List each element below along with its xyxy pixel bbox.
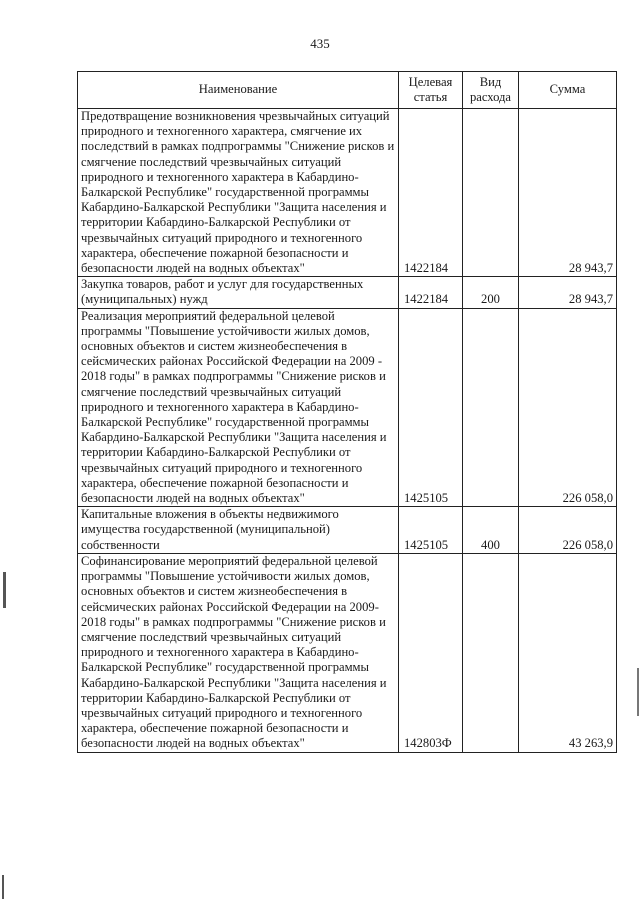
row-name: Закупка товаров, работ и услуг для государственных (муниципальных) нужд [78,277,399,308]
row-code: 1422184 [399,277,463,308]
row-sum: 28 943,7 [519,277,617,308]
row-sum: 226 058,0 [519,308,617,507]
table-row [78,507,617,554]
page-number: 435 [310,36,330,51]
table-header-row [78,72,617,109]
table-row [78,277,617,308]
row-name: Капитальные вложения в объекты недвижимого имущества государственной (муниципальной) собственности [78,507,399,554]
row-code: 142803Ф [399,553,463,752]
table-row [78,553,617,752]
row-code: 1422184 [399,109,463,277]
row-type [463,308,519,507]
row-code: 1425105 [399,308,463,507]
scan-edge-mark [2,875,4,899]
budget-table [77,71,617,753]
row-name: Софинансирование мероприятий федеральной целевой программы "Повышение устойчивости жилых домов, основных объектов и систем жизнеобеспечения в сейсмических районах Российской Федерации на 2009-2018 годы" в рамках подпрограммы "Снижение рисков и смягчение последствий чрезвычайных ситуаций природного и техногенного характера в Кабардино-Балкарской Республике" государственной программы Кабардино-Балкарской Республики "Защита населения и территории Кабардино-Балкарской Республики от чрезвычайных ситуаций природного и техногенного характера, обеспечение пожарной безопасности и безопасности людей на водных объектах" [78,553,399,752]
row-type [463,109,519,277]
table-row [78,308,617,507]
header-code: Целевая статья [399,72,463,109]
row-type: 200 [463,277,519,308]
row-name: Реализация мероприятий федеральной целевой программы "Повышение устойчивости жилых домов, основных объектов и систем жизнеобеспечения в сейсмических районах Российской Федерации на 2009 - 2018 годы" в рамках подпрограммы "Снижение рисков и смягчение последствий чрезвычайных ситуаций природного и техногенного характера в Кабардино-Балкарской Республике" государственной программы Кабардино-Балкарской Республики "Защита населения и территории Кабардино-Балкарской Республики от чрезвычайных ситуаций природного и техногенного характера, обеспечение пожарной безопасности и безопасности людей на водных объектах" [78,308,399,507]
row-code: 1425105 [399,507,463,554]
row-type: 400 [463,507,519,554]
row-sum: 28 943,7 [519,109,617,277]
table-row [78,109,617,277]
scan-edge-mark [637,668,639,716]
scan-edge-mark [3,572,6,608]
row-name: Предотвращение возникновения чрезвычайных ситуаций природного и техногенного характера, смягчение их последствий в рамках подпрограммы "Снижение рисков и смягчение последствий чрезвычайных ситуаций природного и техногенного характера в Кабардино-Балкарской Республике" государственной программы Кабардино-Балкарской Республики "Защита населения и территории Кабардино-Балкарской Республики от чрезвычайных ситуаций природного и техногенного характера, обеспечение пожарной безопасности и безопасности людей на водных объектах" [78,109,399,277]
header-name: Наименование [78,72,399,109]
row-sum: 226 058,0 [519,507,617,554]
header-sum: Сумма [519,72,617,109]
row-type [463,553,519,752]
row-sum: 43 263,9 [519,553,617,752]
header-type: Вид расхода [463,72,519,109]
